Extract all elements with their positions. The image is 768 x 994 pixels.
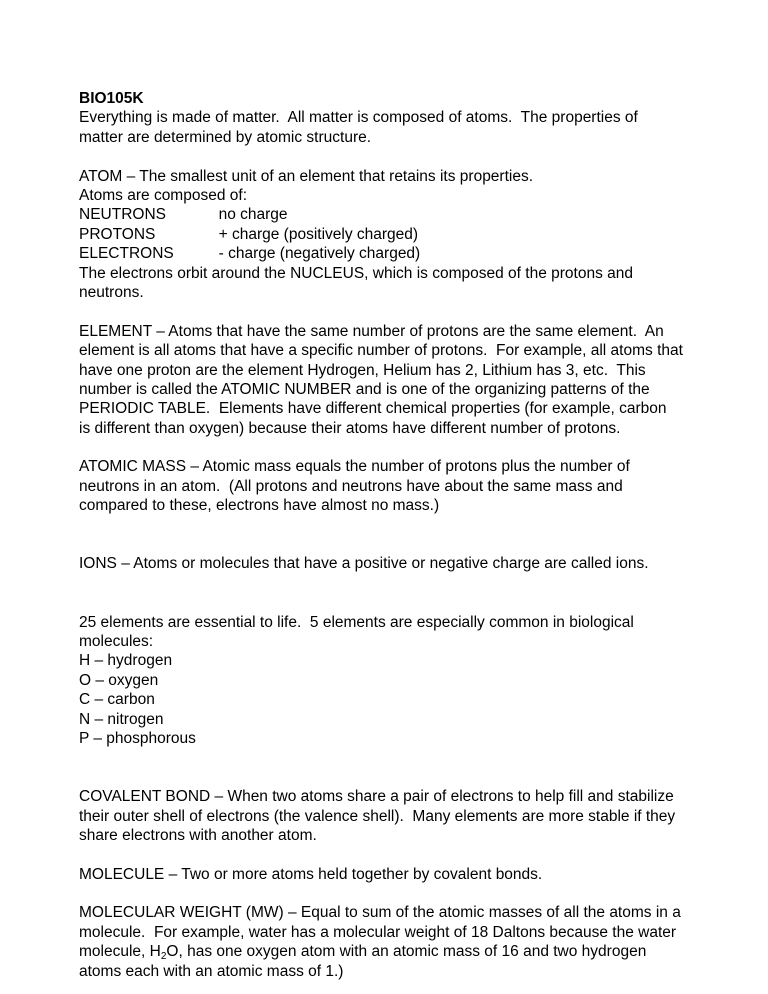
element-line-4: number is called the ATOMIC NUMBER and is one of the organizing patterns of the [79, 380, 650, 398]
mw-line-4: atoms each with an atomic mass of 1.) [79, 962, 344, 980]
mw-line-3-pre: molecule, H [79, 943, 161, 961]
element-line-1: ELEMENT – Atoms that have the same number of protons are the same element. An [79, 322, 664, 340]
particle-desc: + charge (positively charged) [210, 225, 419, 243]
document-title: BIO105K [79, 90, 144, 107]
essential-element-o: O – oxygen [79, 671, 159, 689]
particle-name: ELECTRONS [79, 245, 174, 263]
particle-row-electrons [79, 244, 699, 263]
particle-name: PROTONS [79, 225, 156, 243]
essential-element-n: N – nitrogen [79, 710, 164, 728]
essential-element-c: C – carbon [79, 691, 155, 709]
mw-line-3 [79, 942, 699, 961]
element-line-5: PERIODIC TABLE. Elements have different chemical properties (for example, carbon [79, 400, 667, 418]
element-line-2: element is all atoms that have a specific number of protons. For example, all atoms that [79, 342, 683, 360]
element-line-6: is different than oxygen) because their atoms have different number of protons. [79, 419, 621, 437]
orbit-line-1: The electrons orbit around the NUCLEUS, which is composed of the protons and [79, 264, 633, 282]
covalent-line-2: their outer shell of electrons (the valence shell). Many elements are more stable if they [79, 807, 676, 825]
molecule-definition: MOLECULE – Two or more atoms held together by covalent bonds. [79, 865, 543, 883]
particle-desc: - charge (negatively charged) [210, 245, 421, 263]
covalent-line-3: share electrons with another atom. [79, 826, 317, 844]
particle-desc: no charge [210, 206, 288, 224]
water-subscript: 2 [160, 951, 167, 963]
particle-name: NEUTRONS [79, 206, 166, 224]
atomic-mass-line-3: compared to these, electrons have almost no mass.) [79, 497, 440, 515]
ions-definition: IONS – Atoms or molecules that have a positive or negative charge are called ions. [79, 555, 649, 573]
essential-line-1: 25 elements are essential to life. 5 elements are especially common in biological [79, 613, 634, 631]
mw-line-1: MOLECULAR WEIGHT (MW) – Equal to sum of the atomic masses of all the atoms in a [79, 904, 681, 922]
atomic-mass-line-2: neutrons in an atom. (All protons and neutrons have about the same mass and [79, 477, 623, 495]
document-page [79, 89, 699, 981]
particle-row-neutrons [79, 205, 699, 224]
atom-composed-of: Atoms are composed of: [79, 186, 247, 204]
mw-line-3-post: O, has one oxygen atom with an atomic mass of 16 and two hydrogen [166, 943, 647, 961]
intro-line-1: Everything is made of matter. All matter is composed of atoms. The properties of [79, 109, 638, 127]
intro-line-2: matter are determined by atomic structure. [79, 128, 372, 146]
element-line-3: have one proton are the element Hydrogen, Helium has 2, Lithium has 3, etc. This [79, 361, 646, 379]
covalent-line-1: COVALENT BOND – When two atoms share a pair of electrons to help fill and stabilize [79, 788, 674, 806]
essential-line-2: molecules: [79, 632, 154, 650]
essential-element-p: P – phosphorous [79, 729, 196, 747]
particle-row-protons [79, 225, 699, 244]
atomic-mass-line-1: ATOMIC MASS – Atomic mass equals the number of protons plus the number of [79, 458, 630, 476]
essential-element-h: H – hydrogen [79, 652, 173, 670]
orbit-line-2: neutrons. [79, 283, 144, 301]
mw-line-2: molecule. For example, water has a molecular weight of 18 Daltons because the water [79, 923, 677, 941]
atom-definition: ATOM – The smallest unit of an element that retains its properties. [79, 167, 534, 185]
